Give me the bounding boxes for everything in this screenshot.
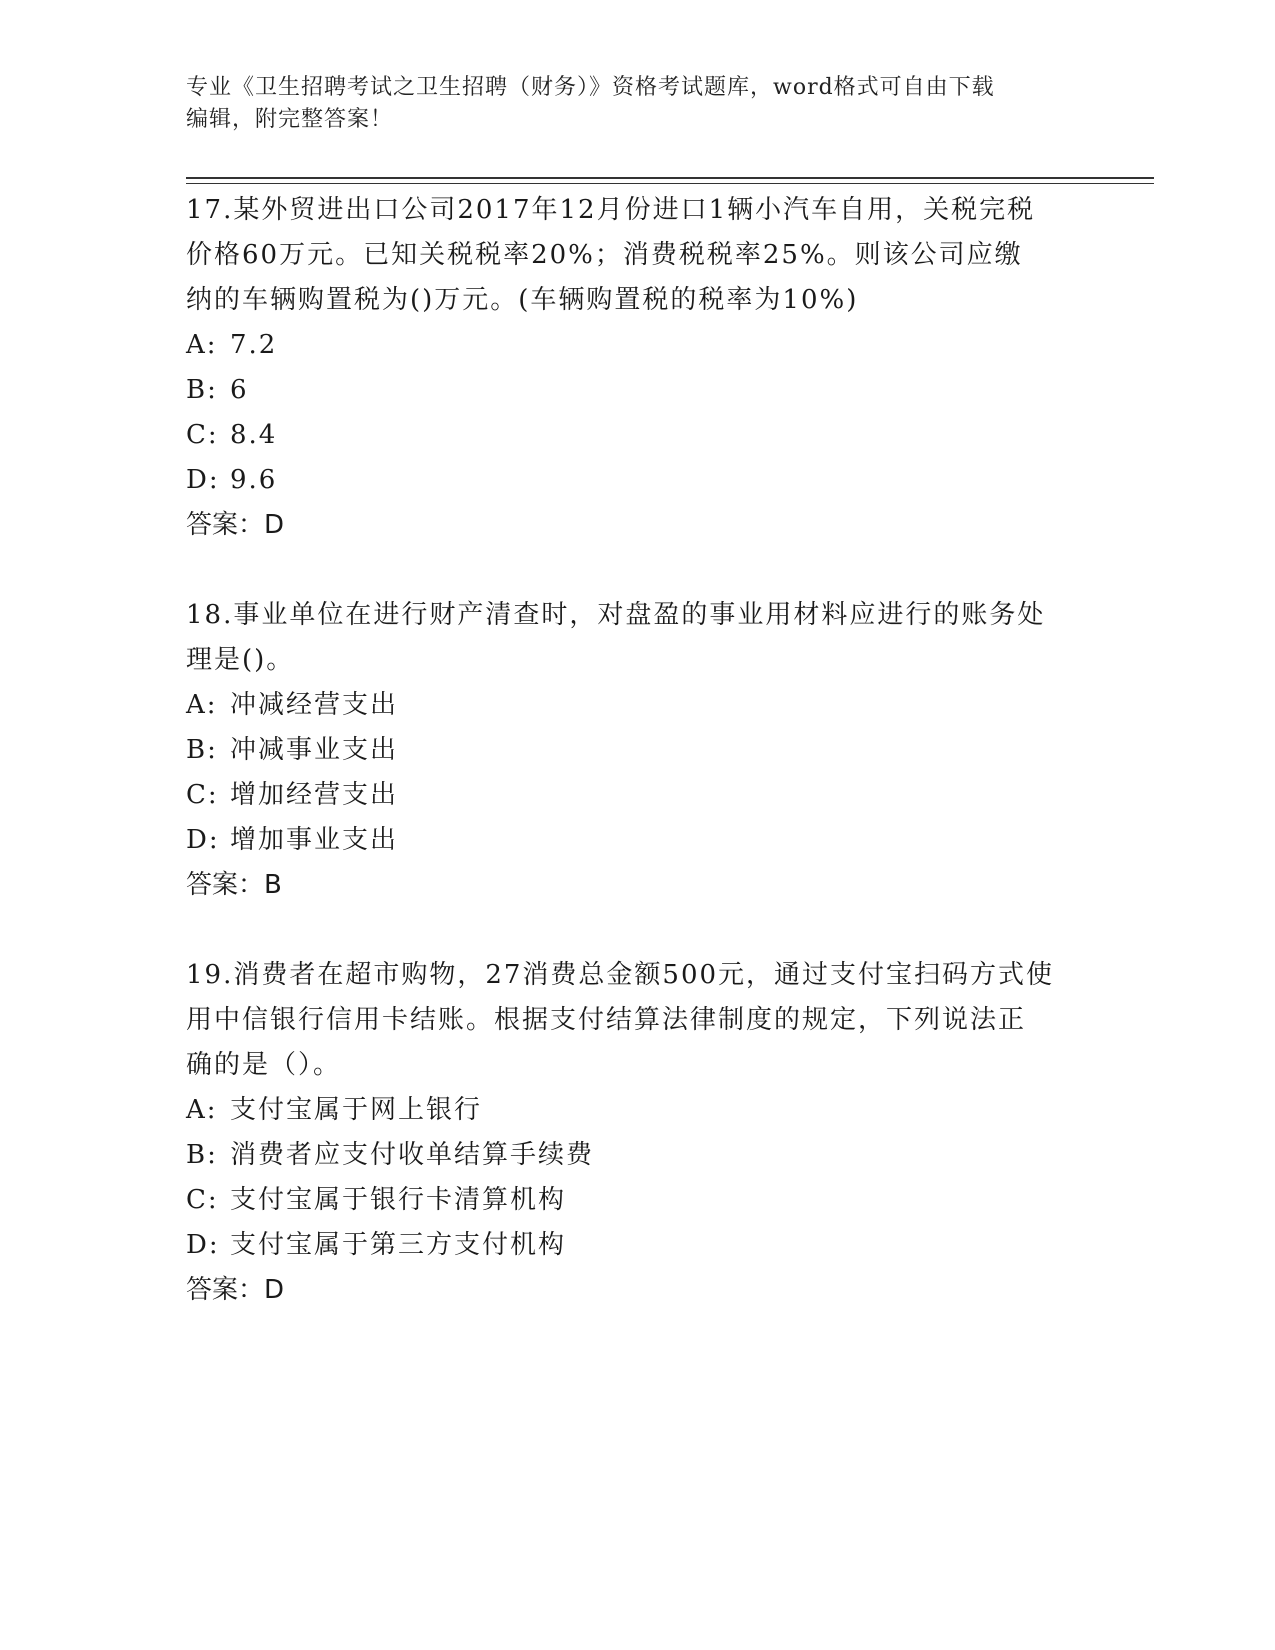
answer-text: 答案：D: [186, 1275, 285, 1305]
option-a: [186, 683, 1086, 728]
option-text: 冲减经营支出: [230, 690, 399, 720]
question-list: [186, 188, 1086, 1313]
question-text-line: 18.事业单位在进行财产清查时，对盘盈的事业用材料应进行的账务处: [186, 600, 1046, 630]
option-letter: D:: [186, 465, 220, 495]
header-line-2: 编辑，附完整答案！: [186, 107, 394, 132]
option-letter: C:: [186, 420, 219, 450]
answer-text: 答案：B: [186, 870, 282, 900]
option-letter: D:: [186, 1230, 220, 1260]
option-text: 增加事业支出: [230, 825, 399, 855]
question-text-line: 理是()。: [186, 645, 295, 675]
question-18: [186, 593, 1086, 908]
option-letter: A:: [186, 330, 218, 360]
option-text: 7.2: [230, 330, 278, 360]
option-text: 冲减事业支出: [230, 735, 399, 765]
option-a: [186, 1088, 1086, 1133]
option-text: 支付宝属于第三方支付机构: [230, 1230, 567, 1260]
option-b: [186, 368, 1086, 413]
option-letter: B:: [186, 1140, 218, 1170]
question-text-line: 确的是（）。: [186, 1050, 342, 1080]
question-text-line: 17.某外贸进出口公司2017年12月份进口1辆小汽车自用，关税完税: [186, 195, 1036, 225]
header-divider-thin: [186, 183, 1154, 184]
option-text: 8.4: [230, 420, 278, 450]
question-spacer: [186, 908, 1086, 953]
option-text: 支付宝属于银行卡清算机构: [230, 1185, 567, 1215]
option-c: [186, 773, 1086, 818]
option-c: [186, 413, 1086, 458]
option-letter: A:: [186, 1095, 218, 1125]
option-letter: C:: [186, 1185, 219, 1215]
option-letter: A:: [186, 690, 218, 720]
question-spacer: [186, 548, 1086, 593]
option-text: 9.6: [230, 465, 278, 495]
option-text: 消费者应支付收单结算手续费: [230, 1140, 595, 1170]
option-b: [186, 728, 1086, 773]
document-header: [186, 72, 1086, 136]
option-text: 增加经营支出: [230, 780, 399, 810]
option-d: [186, 458, 1086, 503]
option-d: [186, 818, 1086, 863]
answer-text: 答案：D: [186, 510, 285, 540]
question-text-line: 价格60万元。已知关税税率20%；消费税税率25%。则该公司应缴: [186, 240, 1023, 270]
option-letter: B:: [186, 375, 218, 405]
option-d: [186, 1223, 1086, 1268]
option-text: 6: [230, 375, 249, 405]
option-b: [186, 1133, 1086, 1178]
header-line-1: 专业《卫生招聘考试之卫生招聘（财务）》资格考试题库，word格式可自由下载: [186, 75, 995, 100]
header-divider-thick: [186, 177, 1154, 179]
question-text-line: 纳的车辆购置税为()万元。(车辆购置税的税率为10%): [186, 285, 859, 315]
question-17: [186, 188, 1086, 548]
option-c: [186, 1178, 1086, 1223]
option-text: 支付宝属于网上银行: [230, 1095, 483, 1125]
option-a: [186, 323, 1086, 368]
question-text-line: 用中信银行信用卡结账。根据支付结算法律制度的规定，下列说法正: [186, 1005, 1027, 1035]
question-text-line: 19.消费者在超市购物，27消费总金额500元，通过支付宝扫码方式使: [186, 960, 1055, 990]
question-19: [186, 953, 1086, 1313]
option-letter: B:: [186, 735, 218, 765]
option-letter: C:: [186, 780, 219, 810]
option-letter: D:: [186, 825, 220, 855]
